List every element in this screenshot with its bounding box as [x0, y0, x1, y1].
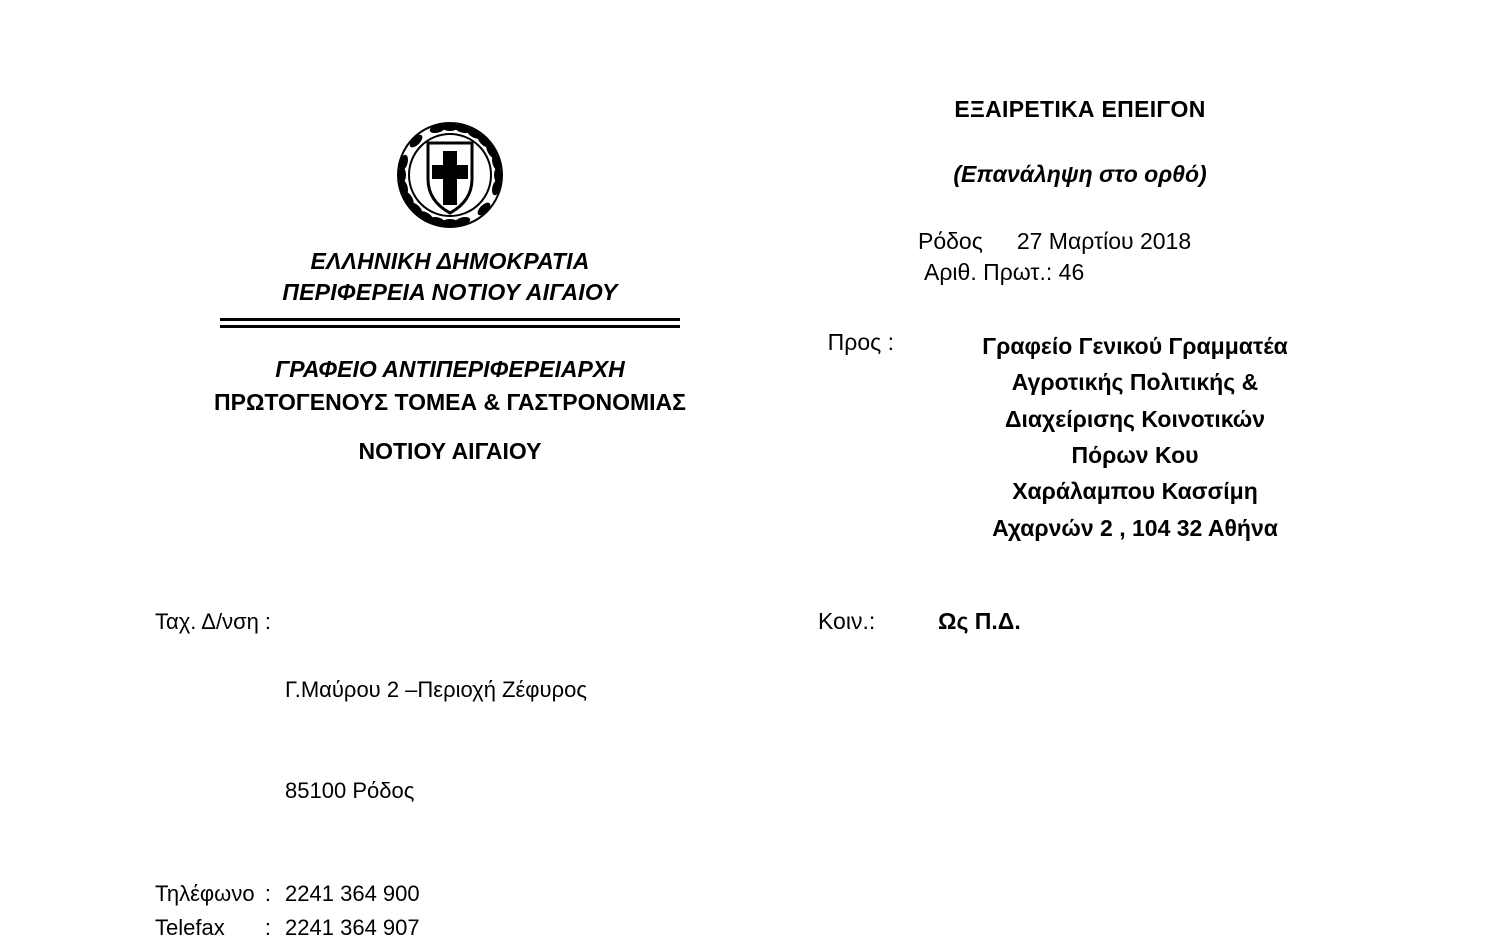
fax-value: 2241 364 907	[285, 914, 420, 940]
cc-value: Ως Π.Δ.	[938, 607, 1021, 634]
recipient-label: Προς :	[827, 329, 894, 355]
contact-block	[155, 605, 587, 945]
repeat-notice: (Επανάληψη στο ορθό)	[953, 161, 1207, 187]
date-value: 27 Μαρτίου 2018	[1016, 228, 1192, 254]
contact-table	[155, 605, 587, 945]
recipient-line: Πόρων Κου	[1071, 441, 1199, 468]
recipient-line: Διαχείρισης Κοινοτικών	[1004, 405, 1266, 432]
recipient-line: Χαράλαμπου Κασσίμη	[1012, 478, 1258, 505]
phone-label: Τηλέφωνο	[155, 880, 255, 906]
contact-row-phone	[155, 877, 587, 911]
address-label: Ταχ. Δ/νση	[155, 609, 259, 634]
recipient-address	[910, 328, 1360, 546]
letterhead-block	[130, 110, 770, 465]
recipient-line: Αγροτικής Πολιτικής &	[1011, 369, 1259, 396]
office-line-3: ΝΟΤΙΟΥ ΑΙΓΑΙΟΥ	[358, 438, 542, 465]
document-header-block	[800, 96, 1360, 635]
address-line-1: Γ.Μαύρου 2 –Περιοχή Ζέφυρος	[285, 677, 587, 703]
cc-block	[800, 608, 1360, 635]
address-value	[285, 605, 587, 877]
office-line-2: ΠΡΩΤΟΓΕΝΟΥΣ ΤΟΜΕΑ & ΓΑΣΤΡΟΝΟΜΙΑΣ	[214, 389, 686, 416]
recipient-block	[800, 328, 1360, 546]
greek-coat-of-arms-icon	[388, 113, 512, 237]
recipient-line: Γραφείο Γενικού Γραμματέα	[982, 333, 1288, 359]
contact-row-fax	[155, 911, 587, 945]
address-colon: :	[264, 609, 272, 634]
fax-colon: :	[264, 914, 272, 940]
urgency-notice: ΕΞΑΙΡΕΤΙΚΑ ΕΠΕΙΓΟΝ	[954, 96, 1206, 122]
phone-colon: :	[264, 880, 272, 906]
address-line-2: 85100 Ρόδος	[285, 778, 415, 804]
emblem-container	[130, 110, 770, 240]
recipient-line: Αχαρνών 2 , 104 32 Αθήνα	[992, 514, 1278, 541]
header-divider	[220, 318, 680, 328]
authority-line-2: ΠΕΡΙΦΕΡΕΙΑ ΝΟΤΙΟΥ ΑΙΓΑΙΟΥ	[282, 279, 618, 306]
place-value: Ρόδος	[918, 228, 983, 254]
office-line-1: ΓΡΑΦΕΙΟ ΑΝΤΙΠΕΡΙΦΕΡΕΙΑΡΧΗ	[275, 356, 625, 383]
contact-row-address	[155, 605, 587, 877]
cc-label: Κοιν.:	[818, 607, 876, 634]
authority-name	[130, 246, 770, 308]
place-date-line	[800, 228, 1360, 255]
authority-line-1: ΕΛΛΗΝΙΚΗ ΔΗΜΟΚΡΑΤΙΑ	[310, 248, 590, 274]
phone-value: 2241 364 900	[285, 880, 420, 906]
protocol-number: Αριθ. Πρωτ.: 46	[924, 259, 1085, 285]
fax-label: Telefax	[155, 914, 225, 940]
